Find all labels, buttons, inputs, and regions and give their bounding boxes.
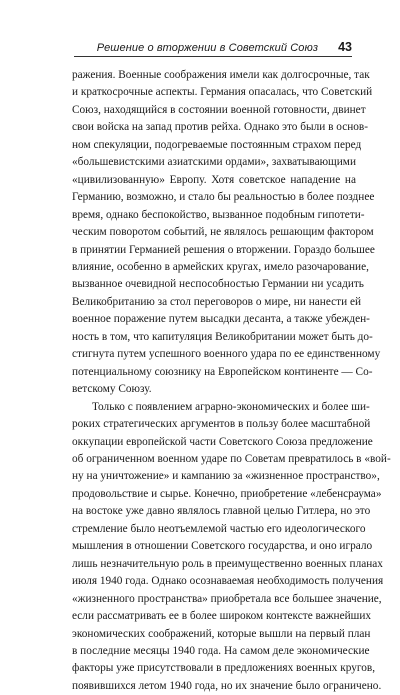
text-line: ческим поворотом событий, не являлось решающим фактором <box>72 226 374 239</box>
text-line: Союз, находящийся в состоянии военной готовности, двинет <box>72 103 366 116</box>
text-line: «жизненного пространства» приобретала все большее значение, <box>72 592 382 605</box>
text-line: Великобританию за стол переговоров о мире, ни нанести ей <box>72 295 362 308</box>
page-number: 43 <box>338 40 352 54</box>
paragraph <box>72 67 381 399</box>
text-line: Германию, возможно, и стало бы реальностью в более позднее <box>72 191 375 204</box>
header-rule <box>74 56 352 57</box>
text-line: стигнута путем успешного военного удара по ее единственному <box>72 348 381 361</box>
text-line: продовольствие и сырье. Конечно, приобретение «лебенсраума» <box>72 487 382 500</box>
text-line: факторы уже присутствовали в предложениях военных кругов, <box>72 662 376 675</box>
text-line: в принятии Германией решения о вторжении. Гораздо большее <box>72 243 375 256</box>
text-line: экономических соображений, которые вышли на первый план <box>72 627 371 640</box>
text-line: стремление было неотъемлемой частью его идеологического <box>72 522 366 535</box>
text-line: об ограниченном военном ударе по Советам превратилось в «вой- <box>72 452 391 465</box>
text-line: оккупации европейской части Советского Союза предложение <box>72 435 373 448</box>
text-line: «большевистскими азиатскими ордами», захватывающими <box>72 156 356 169</box>
running-header <box>90 36 352 54</box>
text-line: роких стратегических аргументов в пользу более масштабной <box>72 418 371 431</box>
text-line: время, однако беспокойство, вызванное подобным гипотети- <box>72 208 365 221</box>
text-line: и краткосрочные аспекты. Германия опасалась, что Советский <box>72 86 373 99</box>
text-line: появившихся летом 1940 года, но их значение было ограничено. <box>72 679 382 692</box>
paragraph <box>72 399 391 695</box>
running-title: Решение о вторжении в Советский Союз <box>96 42 319 54</box>
text-line: июля 1940 года. Однако осознаваемая необходимость получения <box>72 575 384 588</box>
text-line: мышления в отношении Советского государства, и оно играло <box>72 540 373 553</box>
text-line: свои войска на запад против рейха. Однако это были в основ- <box>72 121 369 134</box>
text-line: ну на уничтожение» и кампанию за «жизненное пространство», <box>72 470 380 483</box>
text-line: ражения. Военные соображения имели как долгосрочные, так <box>72 69 370 81</box>
text-line: «цивилизованную» Европу. Хотя советское нападение на <box>72 173 356 186</box>
text-line: военное поражение путем высадки десанта, а также убежден- <box>72 313 370 326</box>
text-line: если рассматривать ее в более широком контексте важнейших <box>72 610 372 623</box>
text-line: вызванное очевидной неспособностью Германии ни усадить <box>72 278 364 291</box>
body-text <box>72 67 391 695</box>
text-line: лишь незначительную роль в преимущественно военных планах <box>72 557 383 570</box>
text-line: ность в том, что капитуляция Великобритании может быть до- <box>72 330 373 343</box>
text-line: в последние месяцы 1940 года. На самом деле экономические <box>72 644 370 657</box>
text-line: ном спекуляции, подогреваемые постоянным страхом перед <box>72 138 362 151</box>
text-line: влияние, особенно в армейских кругах, имело разочарование, <box>72 260 369 273</box>
text-line: Только с появлением аграрно-экономических и более ши- <box>92 400 370 413</box>
text-line: на востоке уже давно являлось главной целью Гитлера, но это <box>72 505 371 518</box>
text-line: потенциальному союзнику на Европейском континенте — Со- <box>72 365 373 378</box>
text-line: ветскому Союзу. <box>72 383 152 396</box>
